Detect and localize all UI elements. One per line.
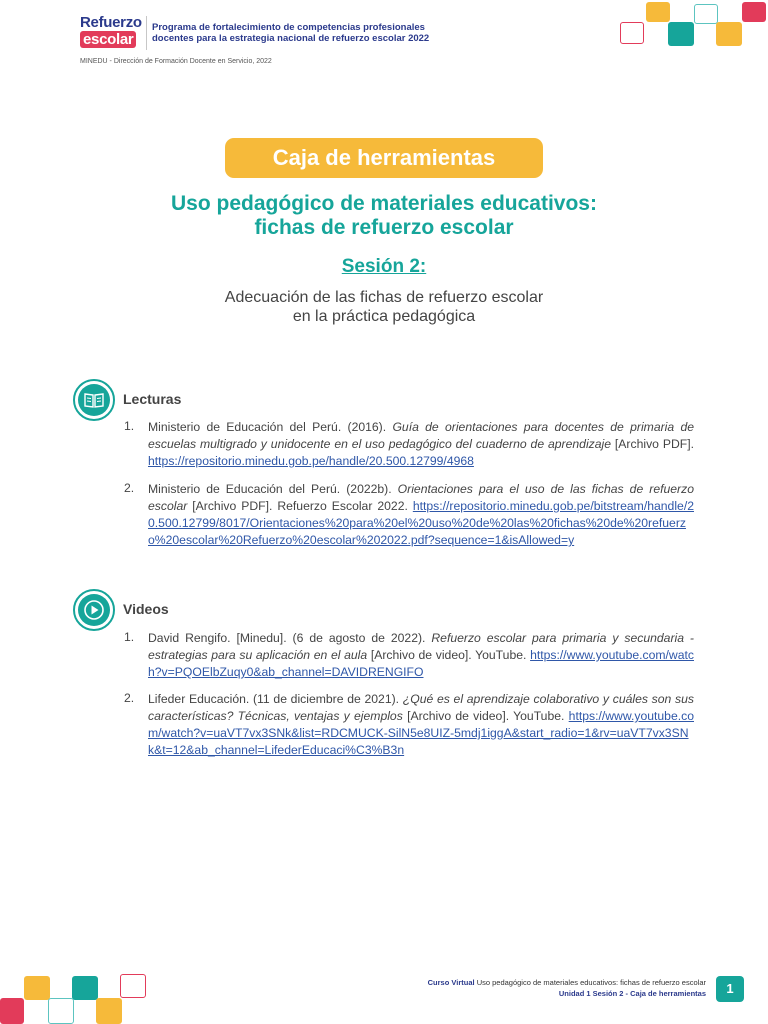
title-line2: fichas de refuerzo escolar [254, 216, 514, 239]
puzzle-piece-icon [72, 976, 98, 1000]
footer-course-label: Curso Virtual [427, 978, 475, 987]
footer-course [428, 977, 706, 988]
videos-heading: Videos [123, 601, 169, 617]
puzzle-piece-icon [694, 4, 718, 24]
session-heading [84, 256, 684, 278]
session-label: Sesión 2: [341, 256, 427, 277]
puzzle-piece-icon [716, 22, 742, 46]
reference-link[interactable]: https://repositorio.minedu.gob.pe/handle/20.500.12799/4968 [148, 454, 474, 468]
list-item [148, 481, 694, 549]
play-icon [73, 589, 115, 631]
reference-title: Orientaciones para el uso de las fichas de refuerzo escolar [148, 482, 694, 513]
session-subtitle [84, 288, 684, 326]
reference-format: [Archivo de video]. YouTube. [402, 709, 569, 723]
reference-format: [Archivo PDF]. [611, 437, 694, 451]
puzzle-piece-icon [24, 976, 50, 1000]
reference-title: Refuerzo escolar para primaria y secundaria - estrategias para su aplicación en el aula [148, 631, 694, 662]
reference-link[interactable]: https://www.youtube.com/watch?v=PQOElbZuqy0&ab_channel=DAVIDRENGIFO [148, 648, 694, 679]
book-icon [73, 379, 115, 421]
footer-course-name: Uso pedagógico de materiales educativos: fichas de refuerzo escolar [474, 978, 706, 987]
list-item [148, 419, 694, 470]
reference-format: [Archivo de video]. YouTube. [367, 648, 531, 662]
puzzle-piece-icon [668, 22, 694, 46]
puzzle-piece-icon [620, 22, 644, 44]
lecturas-heading: Lecturas [123, 391, 182, 407]
puzzle-piece-icon [96, 998, 122, 1024]
reference-text: Ministerio de Educación del Perú. (2016). [148, 420, 393, 434]
subtitle-line2: en la práctica pedagógica [292, 308, 476, 325]
reference-text: Ministerio de Educación del Perú. (2022b). [148, 482, 398, 496]
page-number: 1 [716, 976, 744, 1002]
puzzle-piece-icon [48, 998, 74, 1024]
reference-title: ¿Qué es el aprendizaje colaborativo y cuáles son sus características? Técnicas, ventajas y ejemplos [148, 692, 694, 723]
reference-title: Guía de orientaciones para docentes de primaria de escuelas multigrado y unidocente en el uso pedagógico del cuaderno de aprendizaje [148, 420, 694, 451]
program-title [152, 22, 512, 44]
subtitle-line1: Adecuación de las fichas de refuerzo escolar [224, 289, 544, 306]
program-line1: Programa de fortalecimiento de competencias profesionales [152, 22, 425, 33]
reference-link[interactable]: https://repositorio.minedu.gob.pe/bitstream/handle/20.500.12799/8017/Orientaciones%20para%20el%20uso%20de%20las%20fichas%20de%20refuerzo%20escolar%20Refuerzo%20escolar%202022.pdf?sequence=1&isAllowed=y [148, 499, 694, 547]
puzzle-piece-icon [0, 998, 24, 1024]
puzzle-piece-icon [742, 2, 766, 22]
list-item-number: 1. [124, 419, 135, 433]
toolbox-title-box: Caja de herramientas [225, 138, 543, 178]
title-line1: Uso pedagógico de materiales educativos: [171, 192, 597, 215]
reference-format: [Archivo PDF]. Refuerzo Escolar 2022. [187, 499, 413, 513]
logo-line1: Refuerzo [80, 14, 142, 31]
reference-link[interactable]: https://www.youtube.com/watch?v=uaVT7vx3SNk&list=RDCMUCK-SilN5e8UIZ-5mdj1iggA&start_radio=1&rv=uaVT7vx3SNk&t=12&ab_channel=LifederEducaci%C3%B3n [148, 709, 694, 757]
list-item-number: 2. [124, 481, 135, 495]
list-item-number: 2. [124, 691, 135, 705]
footer-unit: Unidad 1 Sesión 2 - Caja de herramientas [558, 989, 706, 998]
reference-text: Lifeder Educación. (11 de diciembre de 2021). [148, 692, 403, 706]
puzzle-piece-icon [646, 2, 670, 22]
list-item [148, 630, 694, 681]
refuerzo-escolar-logo [80, 14, 146, 50]
puzzle-piece-icon [120, 974, 146, 998]
logo-line2: escolar [80, 31, 136, 48]
program-line2: docentes para la estrategia nacional de refuerzo escolar 2022 [152, 33, 430, 44]
list-item-number: 1. [124, 630, 135, 644]
reference-text: David Rengifo. [Minedu]. (6 de agosto de 2022). [148, 631, 432, 645]
header-divider [146, 16, 147, 50]
minedu-credit: MINEDU - Dirección de Formación Docente en Servicio, 2022 [80, 58, 272, 65]
footer-info [428, 977, 706, 999]
document-title [84, 192, 684, 240]
list-item [148, 691, 694, 759]
